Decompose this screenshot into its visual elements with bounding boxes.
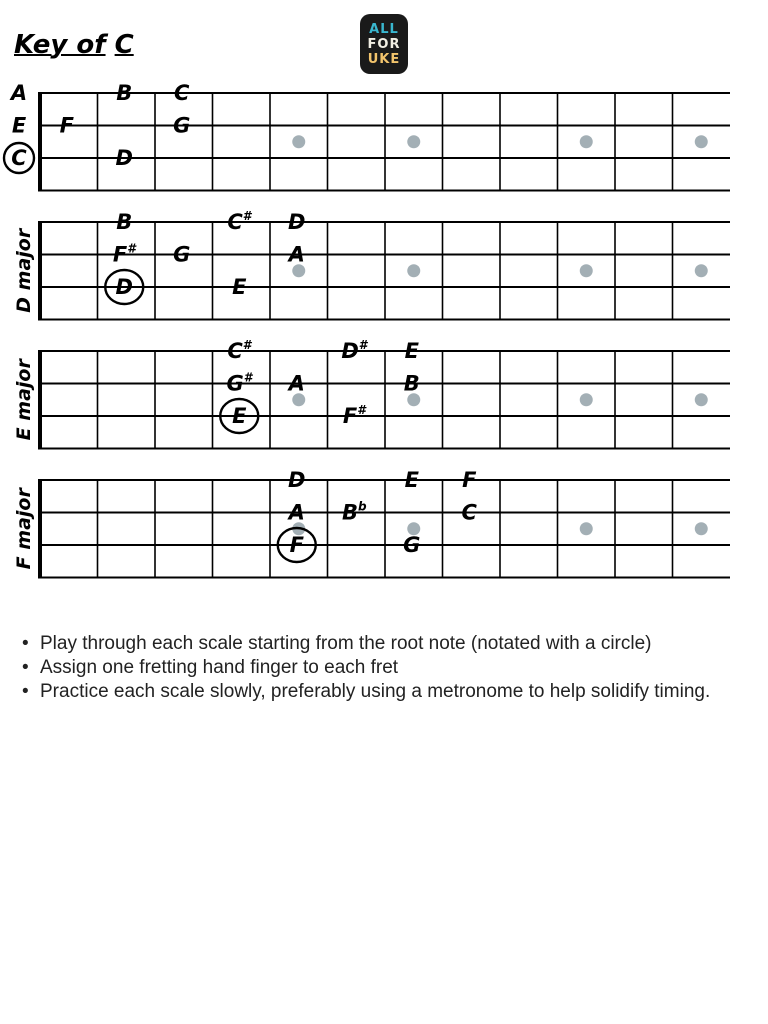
position-dot	[695, 135, 708, 148]
note-label: E	[232, 275, 247, 299]
instruction-item	[18, 656, 748, 680]
instruction-list	[18, 632, 748, 704]
note-label: C	[174, 81, 190, 105]
instruction-text: Play through each scale starting from the root note (notated with a circle)	[40, 633, 652, 654]
note-label: B	[403, 371, 420, 396]
note-label: A	[288, 371, 305, 396]
logo-line-1: ALL	[369, 21, 399, 37]
note-label: $B^b$	[341, 499, 367, 525]
note-label: G#	[226, 370, 253, 396]
position-dot	[695, 522, 708, 535]
title-key: C	[114, 30, 134, 60]
instruction-item	[18, 632, 748, 656]
position-dot	[580, 522, 593, 535]
scale-label: E major	[13, 359, 35, 441]
note-label: F	[59, 113, 74, 138]
note-label: D	[115, 146, 133, 170]
bullet-icon: •	[22, 681, 29, 702]
note-label: D	[288, 468, 306, 492]
note-label: B	[116, 210, 133, 234]
note-label: G	[173, 242, 191, 267]
note-label: E	[404, 339, 419, 363]
bullet-icon: •	[22, 633, 29, 654]
note-label: D	[115, 275, 133, 299]
position-dot	[292, 135, 305, 148]
note-label: C#	[227, 338, 252, 363]
scale-label: D major	[13, 228, 35, 313]
position-dot	[580, 135, 593, 148]
title-prefix: Key of	[14, 30, 106, 60]
position-dot	[695, 393, 708, 406]
note-label: C#	[227, 209, 252, 234]
scale-label: F major	[13, 488, 35, 570]
position-dot	[407, 264, 420, 277]
instruction-text: Assign one fretting hand finger to each fret	[40, 657, 399, 678]
note-label: G	[173, 113, 191, 138]
instruction-item	[18, 680, 748, 704]
note-label: F	[462, 468, 477, 492]
position-dot	[580, 264, 593, 277]
note-label: B	[116, 81, 133, 105]
position-dot	[695, 264, 708, 277]
note-label: D#	[341, 338, 368, 363]
string-label: C	[11, 146, 27, 170]
position-dot	[580, 393, 593, 406]
note-label: E	[232, 404, 247, 428]
position-dot	[407, 135, 420, 148]
logo-line-2: FOR	[367, 36, 401, 52]
note-label: F#	[112, 241, 136, 267]
note-label: F	[289, 533, 304, 557]
string-label: E	[11, 113, 27, 138]
note-label: G	[403, 533, 421, 557]
logo-line-3: UKE	[367, 51, 401, 67]
note-label: C	[461, 500, 477, 525]
instruction-text: Practice each scale slowly, preferably using a metronome to help solidify timing.	[40, 681, 711, 702]
note-label: F#	[342, 403, 366, 428]
string-label: A	[10, 81, 28, 105]
bullet-icon: •	[22, 657, 29, 678]
note-label: A	[288, 242, 305, 267]
note-label: E	[404, 468, 419, 492]
note-label: D	[288, 210, 306, 234]
note-label: A	[288, 500, 305, 525]
